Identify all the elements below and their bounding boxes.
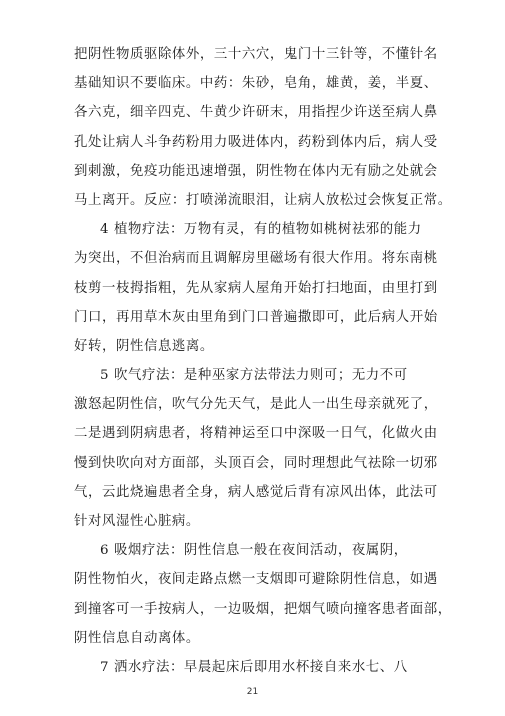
body-text (74, 40, 467, 682)
text-line: 到刺激，免疫功能迅速增强，阴性物在体内无有励之处就会 (74, 163, 438, 179)
text-line: 枝剪一枝拇指粗，先从家病人屋角开始打扫地面，由里打到 (74, 280, 438, 296)
paragraph (74, 361, 467, 536)
text-line: 气，云此烧遍患者全身，病人感觉后背有凉风出体，此法可 (74, 484, 438, 500)
text-line: 到撞客可一手按病人，一边吸烟，把烟气喷向撞客患者面部， (74, 601, 452, 617)
paragraph (74, 653, 467, 682)
text-line: 把阴性物质驱除体外，三十六穴，鬼门十三针等，不懂针名 (74, 47, 438, 62)
text-line: 7 洒水疗法：早晨起床后即用水杯接自来水七、八 (100, 659, 408, 675)
text-line: 激怒起阴性信，吹气分先天气，是此人一出生母亲就死了， (74, 397, 438, 413)
text-line: 慢到快吹向对方面部，头顶百会，同时理想此气祛除一切邪 (74, 455, 438, 471)
page-number: 21 (246, 687, 259, 697)
text-line: 基础知识不要临床。中药：朱砂，皂角，雄黄，姜，半夏、 (74, 76, 438, 92)
text-line: 各六克，细辛四克、牛黄少许研末，用指捏少许送至病人鼻 (74, 105, 438, 121)
text-line: 二是遇到阴病患者，将精神运至口中深吸一日气，化做火由 (74, 426, 438, 442)
paragraph (74, 215, 467, 361)
paragraph (74, 536, 467, 653)
text-line: 马上离开。反应：打喷涕流眼泪，让病人放松过会恢复正常。 (74, 192, 452, 208)
text-line: 为突出，不但治病而且调解房里磁场有很大作用。将东南桃 (74, 251, 438, 267)
text-line: 针对风湿性心脏病。 (74, 514, 200, 529)
text-line: 6 吸烟疗法：阴性信息一般在夜间活动，夜属阴， (100, 543, 408, 559)
text-line: 孔处让病人斗争药粉用力吸进体内，药粉到体内后，病人受 (74, 134, 438, 150)
text-line: 好转，阴性信息逃离。 (74, 338, 214, 354)
text-line: 5 吹气疗法：是种巫家方法带法力则可；无力不可 (100, 368, 408, 384)
text-line: 阴性信息自动离体。 (74, 630, 200, 646)
text-line: 门口，再用草木灰由里角到门口普遍撒即可，此后病人开始 (74, 309, 438, 325)
paragraph (74, 40, 467, 215)
text-line: 4 植物疗法：万物有灵，有的植物如桃树祛邪的能力 (100, 222, 422, 238)
text-line: 阴性物怕火，夜间走路点燃一支烟即可避除阴性信息，如遇 (74, 572, 438, 588)
